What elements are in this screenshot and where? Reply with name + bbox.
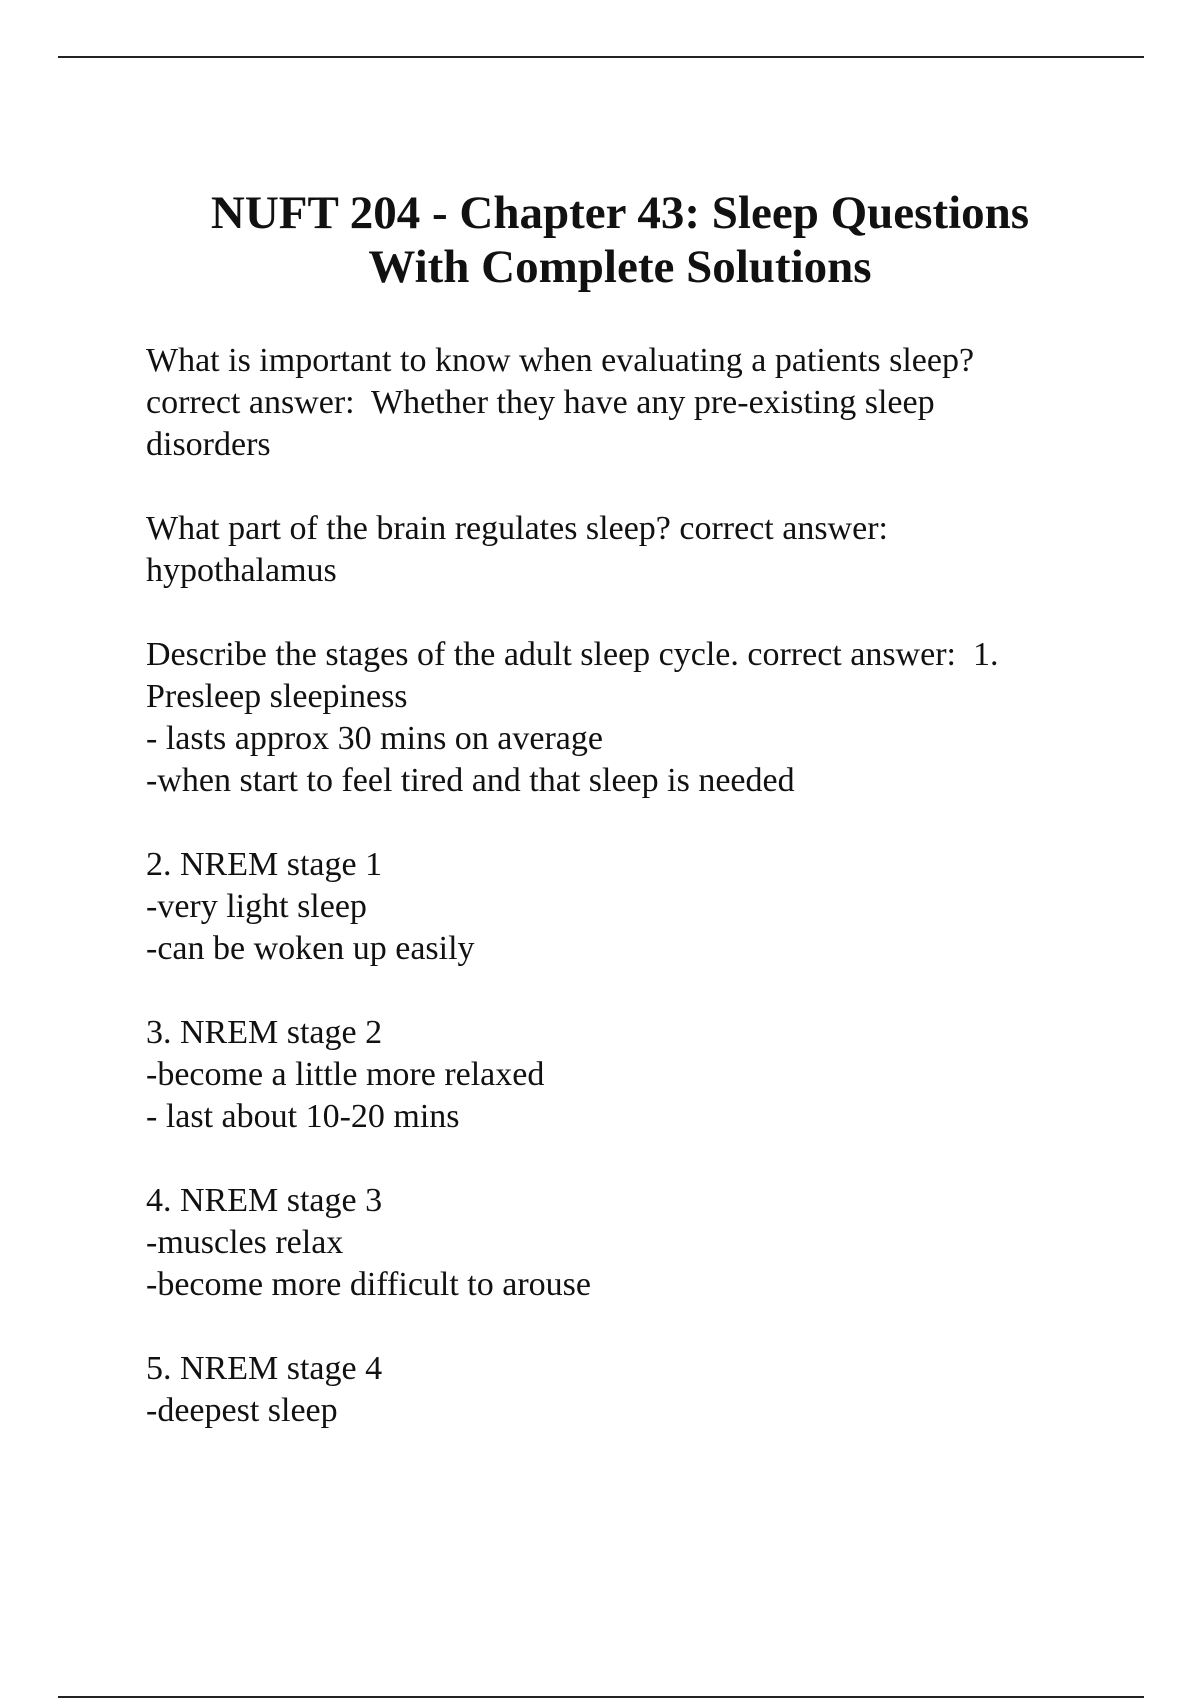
text-line: -can be woken up easily [146,930,475,967]
text-line: correct answer: Whether they have any pre-existing sleep [146,384,935,421]
text-line: Describe the stages of the adult sleep cycle. correct answer: 1. [146,636,999,673]
text-line: -become a little more relaxed [146,1056,545,1093]
text-line: 2. NREM stage 1 [146,846,383,883]
text-line: -deepest sleep [146,1392,338,1429]
text-line: 3. NREM stage 2 [146,1014,383,1051]
stage-block-nrem-3 [146,1180,1086,1306]
top-rule [58,56,1144,58]
text-line: -muscles relax [146,1224,344,1261]
document-body [146,340,1086,1474]
text-line: -become more difficult to arouse [146,1266,591,1303]
stage-block-nrem-1 [146,844,1086,970]
text-line: 5. NREM stage 4 [146,1350,383,1387]
stage-block-nrem-2 [146,1012,1086,1138]
text-line: What part of the brain regulates sleep? correct answer: [146,510,888,547]
text-line: 4. NREM stage 3 [146,1182,383,1219]
qa-block-2 [146,508,1086,592]
qa-block-3 [146,634,1086,802]
bottom-rule [58,1696,1144,1698]
text-line: - lasts approx 30 mins on average [146,720,603,757]
text-line: Presleep sleepiness [146,678,408,715]
title-line-1: NUFT 204 - Chapter 43: Sleep Questions [210,187,1030,239]
qa-block-1 [146,340,1086,466]
document-title [100,186,1140,294]
text-line: disorders [146,426,271,463]
text-line: -when start to feel tired and that sleep is needed [146,762,795,799]
title-line-2: With Complete Solutions [368,241,872,293]
text-line: What is important to know when evaluating a patients sleep? [146,342,975,379]
stage-block-nrem-4 [146,1348,1086,1432]
text-line: - last about 10-20 mins [146,1098,460,1135]
text-line: -very light sleep [146,888,367,925]
text-line: hypothalamus [146,552,337,589]
